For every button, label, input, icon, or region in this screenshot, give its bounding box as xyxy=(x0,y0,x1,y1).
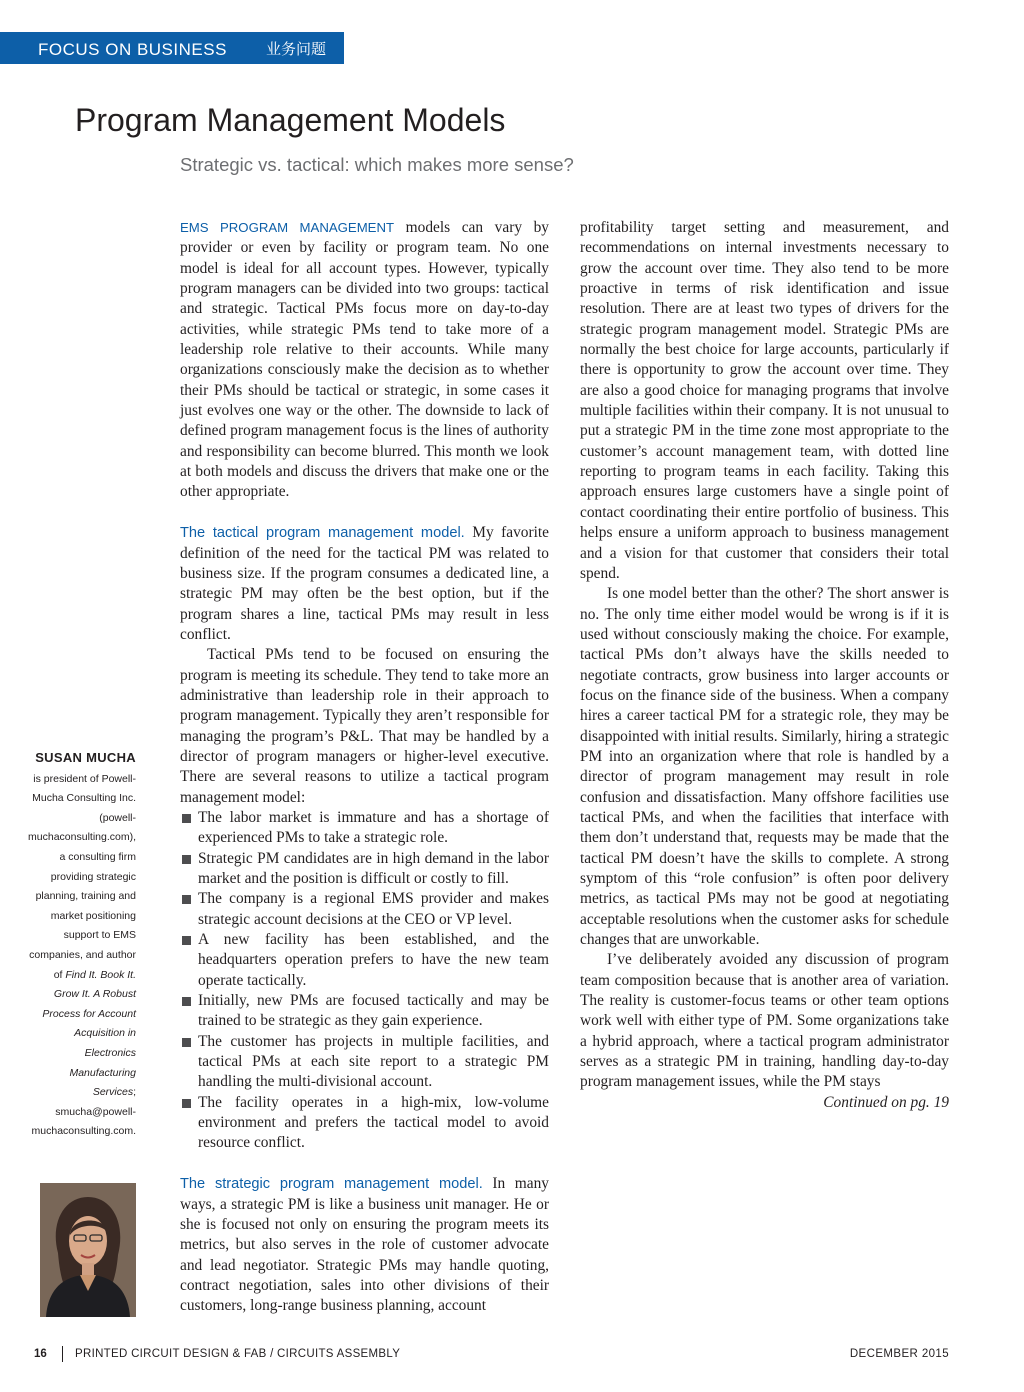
continued-note: Continued on pg. 19 xyxy=(823,1093,949,1111)
list-item: Initially, new PMs are focused tactically and may be trained to be strategic as they gain experience. xyxy=(180,991,549,1032)
list-item: The company is a regional EMS provider and makes strategic account decisions at the CEO or VP level. xyxy=(180,889,549,930)
section-label-chinese: 业务问题 xyxy=(266,40,327,58)
intro-text: models can vary by provider or even by facility or program team. No one model is ideal for all account types. However, typically program managers can be divided into two groups: tactical and strategic. Tactical PMs focus more on day-to-day activities, while strategic PMs tend to take more of a leadership role relative to their accounts. While many organizations consciously make the decision as to whether their PMs should be tactical or strategic, in some cases it just evolves one way or the other. The downside to lack of defined program management focus is the lines of authority and responsibility can become blurred. This month we look at both models and discuss the drivers that make one or the other appropriate. xyxy=(180,219,549,501)
strategic-heading: The strategic program management model. xyxy=(180,1176,483,1193)
article-title: Program Management Models xyxy=(75,102,506,138)
author-photo xyxy=(40,1183,136,1317)
square-bullet-icon xyxy=(182,1038,191,1047)
list-item: A new facility has been established, and the headquarters operation prefers to have the new team operate tactically. xyxy=(180,930,549,991)
square-bullet-icon xyxy=(182,814,191,823)
square-bullet-icon xyxy=(182,997,191,1006)
team-composition-paragraph: I’ve deliberately avoided any discussion of program team composition because that is another area of variation. The reality is customer-focus teams or other team options work well with either type of PM. Some organizations take a hybrid approach, where a tactical program administrator serves as a strategic PM in training, handling day-to-day program management issues, while the PM stays xyxy=(580,951,949,1091)
list-item: The facility operates in a high-mix, low-volume environment and prefers the tactical model to avoid resource conflict. xyxy=(180,1093,549,1154)
list-item: The customer has projects in multiple facilities, and tactical PMs at each site report to a strategic PM handling the multi-divisional account. xyxy=(180,1032,549,1093)
square-bullet-icon xyxy=(182,895,191,904)
tactical-heading: The tactical program management model. xyxy=(180,525,465,542)
section-label: FOCUS ON BUSINESS xyxy=(38,40,227,59)
strategic-text: In many ways, a strategic PM is like a business unit manager. He or she is focused not only on ensuring the program meets its metrics, but also serves in the role of customer advocate and lead negotiator. Strategic PMs may handle quoting, contract negotiation, sales into other divisions of their customers, long-range business planning, account xyxy=(180,1175,549,1315)
section-banner xyxy=(0,32,344,64)
page-footer xyxy=(0,1348,1024,1364)
intro-lead-in: EMS PROGRAM MANAGEMENT xyxy=(180,220,395,235)
better-model-paragraph: Is one model better than the other? The short answer is no. The only time either model would be wrong is if it is used without consciously making the choice. For example, tactical PMs don’t always have the skills needed to negotiate contracts, grow business into larger accounts or focus on the finance side of the business. When a company hires a career tactical PM for a strategic role, they may be disappointed with initial results. Similarly, hiring a strategic PM into an organization where that role is handled by a director of program management may result in role confusion and dissatisfaction. Many offshore facilities use tactical PMs, and when the facilities that interface with them don’t understand that, requests may be made that the tactical PM doesn’t have the skills to complete. A strong symptom of this “role confusion” is often poor delivery metrics, as tactical PMs may not be good at negotiating acceptable resolutions when the customer asks for schedule changes that are unworkable. xyxy=(580,585,949,949)
publication-name: PRINTED CIRCUIT DESIGN & FAB / CIRCUITS ASSEMBLY xyxy=(75,1348,401,1360)
tactical-paragraph xyxy=(180,523,549,645)
author-bio-text: is president of Powell-Mucha Consulting Inc. (powell-muchaconsulting.com), a consulting firm providing strategic planning, training and market positioning support to EMS companies, and author of xyxy=(28,772,136,981)
author-book-title: Find It. Book It. Grow It. A Robust Process for Account Acquisition in Electronics Manufacturing Services xyxy=(42,968,136,1099)
list-item: Strategic PM candidates are in high demand in the labor market and the position is difficult or costly to fill. xyxy=(180,849,549,890)
strategic-paragraph xyxy=(180,1174,549,1316)
tactical-text: My favorite definition of the need for the tactical PM was related to business size. If the program consumes a dedicated line, a strategic PM may often be the best option, but if the program shares a line, tactical PMs may result in less conflict. xyxy=(180,524,549,643)
author-bio xyxy=(28,748,136,1142)
strategic-paragraph-continued: profitability target setting and measurement, and recommendations on internal investments necessary to grow the account over time. They also tend to be more proactive in terms of risk identification and issue resolution. There are at least two types of drivers for the strategic program management model. Strategic PMs are normally the best choice for large accounts, particularly if there is opportunity to grow the account over time. They are also a good choice for managing programs that involve multiple facilities within their company. It is not unusual to put a strategic PM in the time zone most appropriate to the customer’s account management team, with dotted line reporting to program teams in each facility. Taking this approach ensures large customers have a single point of contact coordinating their entire portfolio of business. This helps ensure a uniform approach to business management and a vision for that customer that considers their total spend. xyxy=(580,219,949,582)
tactical-reasons-list xyxy=(180,808,549,1154)
square-bullet-icon xyxy=(182,1099,191,1108)
square-bullet-icon xyxy=(182,936,191,945)
issue-date: DECEMBER 2015 xyxy=(849,1348,949,1360)
article-column-left xyxy=(180,218,549,1326)
footer-divider xyxy=(62,1346,63,1362)
page-number: 16 xyxy=(34,1348,47,1360)
article-column-right xyxy=(580,218,949,1326)
intro-paragraph xyxy=(180,218,549,503)
tactical-paragraph-2: Tactical PMs tend to be focused on ensuring the program is meeting its schedule. They tend to take more an administrative than leadership role in their approach to program management. Typically they aren’t responsible for managing the program’s P&L. That may be handled by a director of program managers or higher-level executive. There are several reasons to utilize a tactical program management model: xyxy=(180,646,549,806)
article-subtitle: Strategic vs. tactical: which makes more sense? xyxy=(180,154,574,175)
square-bullet-icon xyxy=(182,855,191,864)
author-name: SUSAN MUCHA xyxy=(35,750,136,765)
list-item: The labor market is immature and has a shortage of experienced PMs to take a strategic role. xyxy=(180,808,549,849)
author-contact: ; smucha@powell-muchaconsulting.com. xyxy=(31,1086,136,1138)
